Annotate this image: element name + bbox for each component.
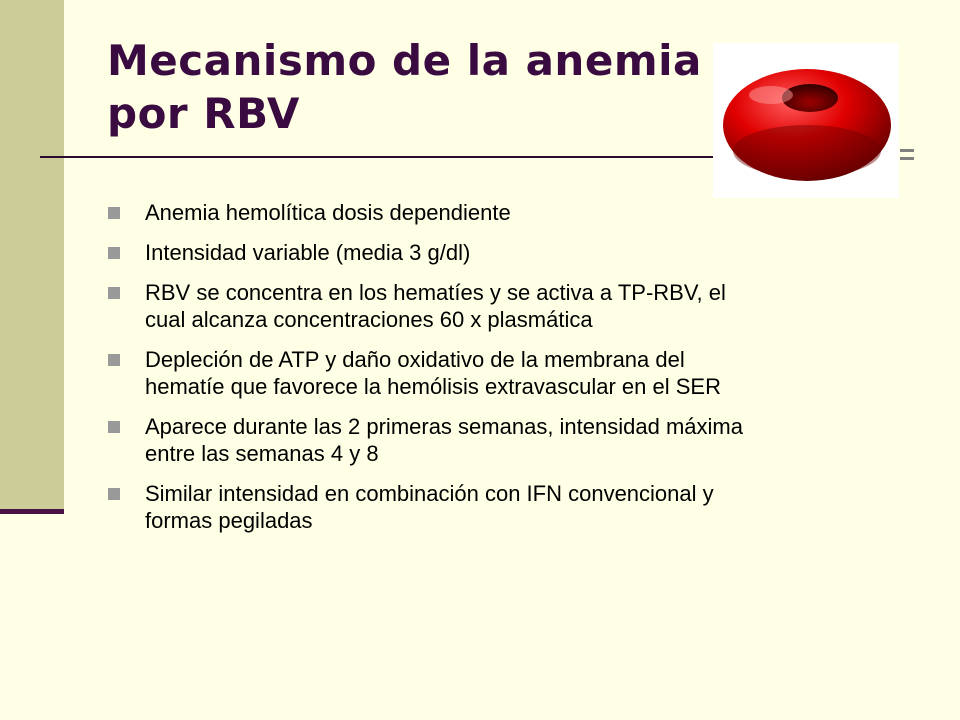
bullet-list [108, 199, 908, 547]
divider-ticks [900, 149, 914, 165]
list-item [108, 239, 908, 266]
list-item [108, 199, 908, 226]
bullet-text-line-2: cual alcanza concentraciones 60 x plasmática [145, 307, 593, 332]
red-blood-cell-icon [713, 43, 899, 198]
left-accent-bar [0, 0, 64, 514]
bullet-text-line-2: formas pegiladas [145, 508, 313, 533]
square-bullet-icon [108, 421, 120, 433]
list-item [108, 279, 908, 333]
bullet-text-line-1: Depleción de ATP y daño oxidativo de la membrana del [145, 347, 685, 372]
bullet-text-line-1: Similar intensidad en combinación con IFN convencional y [145, 481, 714, 506]
square-bullet-icon [108, 354, 120, 366]
bullet-text-line-1: Aparece durante las 2 primeras semanas, intensidad máxima [145, 414, 743, 439]
list-item [108, 346, 908, 400]
square-bullet-icon [108, 287, 120, 299]
list-item [108, 413, 908, 467]
bullet-text-line-2: hematíe que favorece la hemólisis extravascular en el SER [145, 374, 721, 399]
title-line-2: por RBV [107, 89, 300, 138]
square-bullet-icon [108, 207, 120, 219]
bullet-text-line-1: RBV se concentra en los hematíes y se activa a TP-RBV, el [145, 280, 726, 305]
left-accent-underline [0, 509, 64, 514]
square-bullet-icon [108, 488, 120, 500]
list-item [108, 480, 908, 534]
bullet-text: Anemia hemolítica dosis dependiente [145, 200, 511, 225]
square-bullet-icon [108, 247, 120, 259]
title-line-1: Mecanismo de la anemia [107, 36, 702, 85]
slide-title [107, 34, 707, 140]
red-blood-cell-image [713, 43, 899, 198]
bullet-text: Intensidad variable (media 3 g/dl) [145, 240, 471, 265]
bullet-text-line-2: entre las semanas 4 y 8 [145, 441, 379, 466]
title-divider [40, 156, 720, 158]
